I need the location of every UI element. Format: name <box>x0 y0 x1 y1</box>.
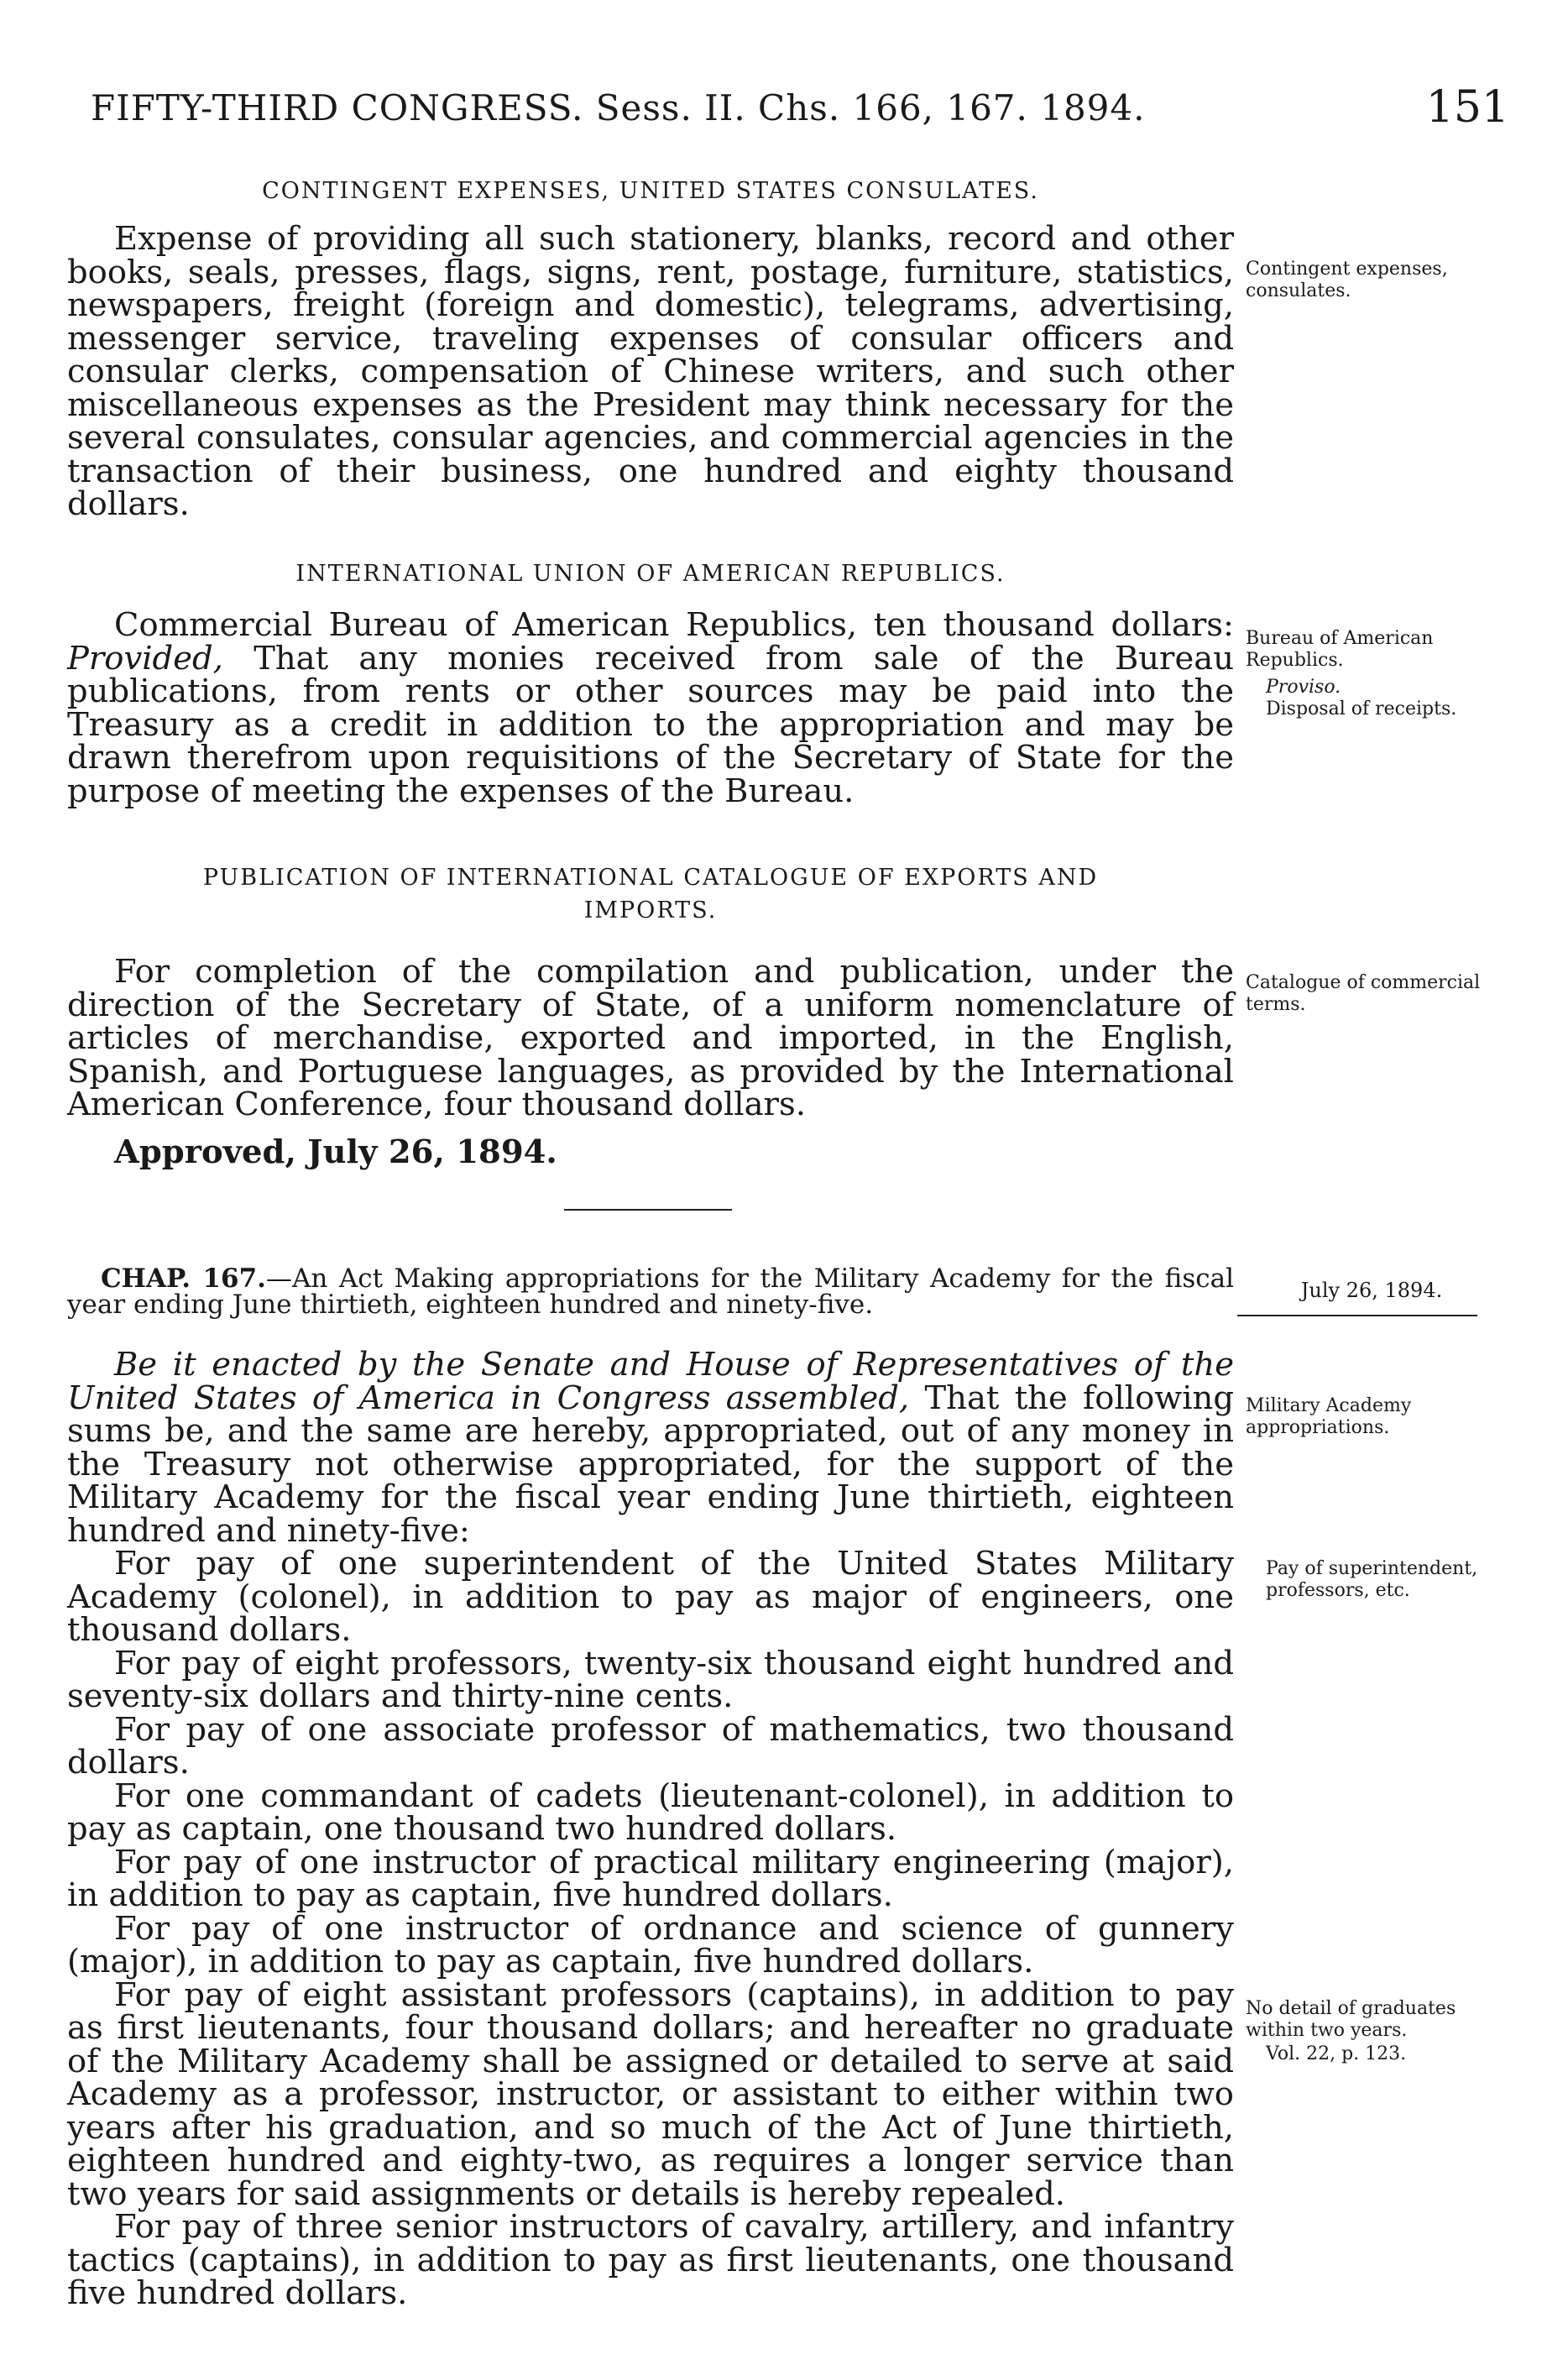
paragraph-union <box>67 606 1234 810</box>
section-catalogue <box>67 865 1234 1171</box>
margin-note-pay: Pay of superintendent, professors, etc. <box>1266 1558 1478 1601</box>
section-heading-catalogue-line2: IMPORTS. <box>583 897 718 923</box>
approved-line: Approved, July 26, 1894. <box>114 1133 557 1171</box>
margin-note-volume: Vol. 22, p. 123. <box>1266 2043 1407 2064</box>
page-header <box>91 82 1509 149</box>
margin-note-detail: No detail of graduates within two years. <box>1246 1998 1456 2041</box>
margin-note-bureau: Bureau of American Republics. <box>1246 628 1434 671</box>
margin-note-military: Military Academy appropriations. <box>1246 1395 1412 1438</box>
running-head: FIFTY-THIRD CONGRESS. Sess. II. Chs. 166, 167. 1894. <box>91 87 1146 128</box>
page-number: 151 <box>1425 82 1509 133</box>
item-senior-instructors: For pay of three senior instructors of cavalry, artillery, and infantry tactics (captains), in addition to pay as first lieutenants, one thousand five hundred dollars. <box>67 2208 1234 2312</box>
chapter-title <box>67 1263 1234 1320</box>
union-text-start: Commercial Bureau of American Republics, ten thousand dollars: <box>114 606 1234 644</box>
item-instructor-ordnance: For pay of one instructor of ordnance and science of gunnery (major), in addition to pay as captain, five hundred dollars. <box>67 1909 1234 1980</box>
section-heading-union: INTERNATIONAL UNION OF AMERICAN REPUBLICS. <box>295 561 1006 587</box>
enacting-clause <box>67 1346 1234 1550</box>
item-professors: For pay of eight professors, twenty-six thousand eight hundred and seventy-six dollars and thirty-nine cents. <box>67 1644 1234 1715</box>
section-consulates <box>67 178 1234 521</box>
enacting-clause-italic: Be it enacted by the Senate and House of Representatives of the United States of America in Congress assembled, <box>67 1346 1234 1417</box>
item-assistant-professors: For pay of eight assistant professors (captains), in addition to pay as first lieutenants, four thousand dollars; and hereafter no graduate of the Military Academy shall be assigned or detailed to serve at said Academy as a professor, instructor, or assistant to either within two years after his graduation, and so much of the Act of June thirtieth, eighteen hundred and eighty-two, as requires a longer service than two years for said assignments or details is hereby repealed. <box>67 1975 1234 2213</box>
item-superintendent: For pay of one superintendent of the United States Military Academy (colonel), in addition to pay as major of engineers, one thousand dollars. <box>67 1545 1234 1649</box>
paragraph-catalogue: For completion of the compilation and publication, under the direction of the Secretary of State, of a uniform nomenclature of articles of merchandise, exported and imported, in the English, Spanish, and Portuguese languages, as provided by the International American Conference, four thousand dollars. <box>67 953 1234 1123</box>
item-commandant: For one commandant of cadets (lieutenant-colonel), in addition to pay as captain, one thousand two hundred dollars. <box>67 1776 1234 1848</box>
chapter-167 <box>67 1263 1234 2312</box>
item-instructor-engineering: For pay of one instructor of practical military engineering (major), in addition to pay as captain, five hundred dollars. <box>67 1843 1234 1914</box>
enacting-clause-rest: That the following sums be, and the same are hereby, appropriated, out of any money in the Treasury not otherwise appropriated, for the support of the Military Academy for the fiscal year ending June thirtieth, eighteen hundred and ninety-five: <box>67 1379 1234 1550</box>
proviso-word: Provided, <box>67 639 223 678</box>
section-divider <box>564 1209 732 1211</box>
margin-note-proviso: Proviso. <box>1266 677 1341 698</box>
chapter-date-note: July 26, 1894. <box>1300 1279 1443 1302</box>
date-underline <box>1237 1315 1477 1316</box>
section-heading-catalogue-line1: PUBLICATION OF INTERNATIONAL CATALOGUE OF EXPORTS AND <box>202 865 1099 891</box>
margin-note-disposal: Disposal of receipts. <box>1266 698 1457 719</box>
section-heading-consulates: CONTINGENT EXPENSES, UNITED STATES CONSULATES. <box>262 178 1039 204</box>
chapter-label: CHAP. 167. <box>101 1263 266 1294</box>
margin-note-consulates: Contingent expenses, consulates. <box>1246 259 1448 301</box>
section-union <box>67 561 1234 808</box>
chapter-title-text: —An Act Making appropriations for the Military Academy for the fiscal year ending June thirtieth, eighteen hundred and ninety-five. <box>67 1263 1234 1320</box>
margin-note-catalogue: Catalogue of commercial terms. <box>1246 972 1481 1015</box>
union-text-rest: That any monies received from sale of the Bureau publications, from rents or other sources may be paid into the Treasury as a credit in addition to the appropriation and may be drawn therefrom upon requisitions of the Secretary of State for the purpose of meeting the expenses of the Bureau. <box>67 639 1234 810</box>
paragraph-consulates: Expense of providing all such stationery, blanks, record and other books, seals, presses, flags, signs, rent, postage, furniture, statistics, newspapers, freight (foreign and domestic), telegrams, advertising, messenger service, traveling expenses of consular officers and consular clerks, compensation of Chinese writers, and such other miscellaneous expenses as the President may think necessary for the several consulates, consular agencies, and commercial agencies in the transaction of their business, one hundred and eighty thousand dollars. <box>67 220 1234 523</box>
item-associate-professor: For pay of one associate professor of mathematics, two thousand dollars. <box>67 1710 1234 1781</box>
